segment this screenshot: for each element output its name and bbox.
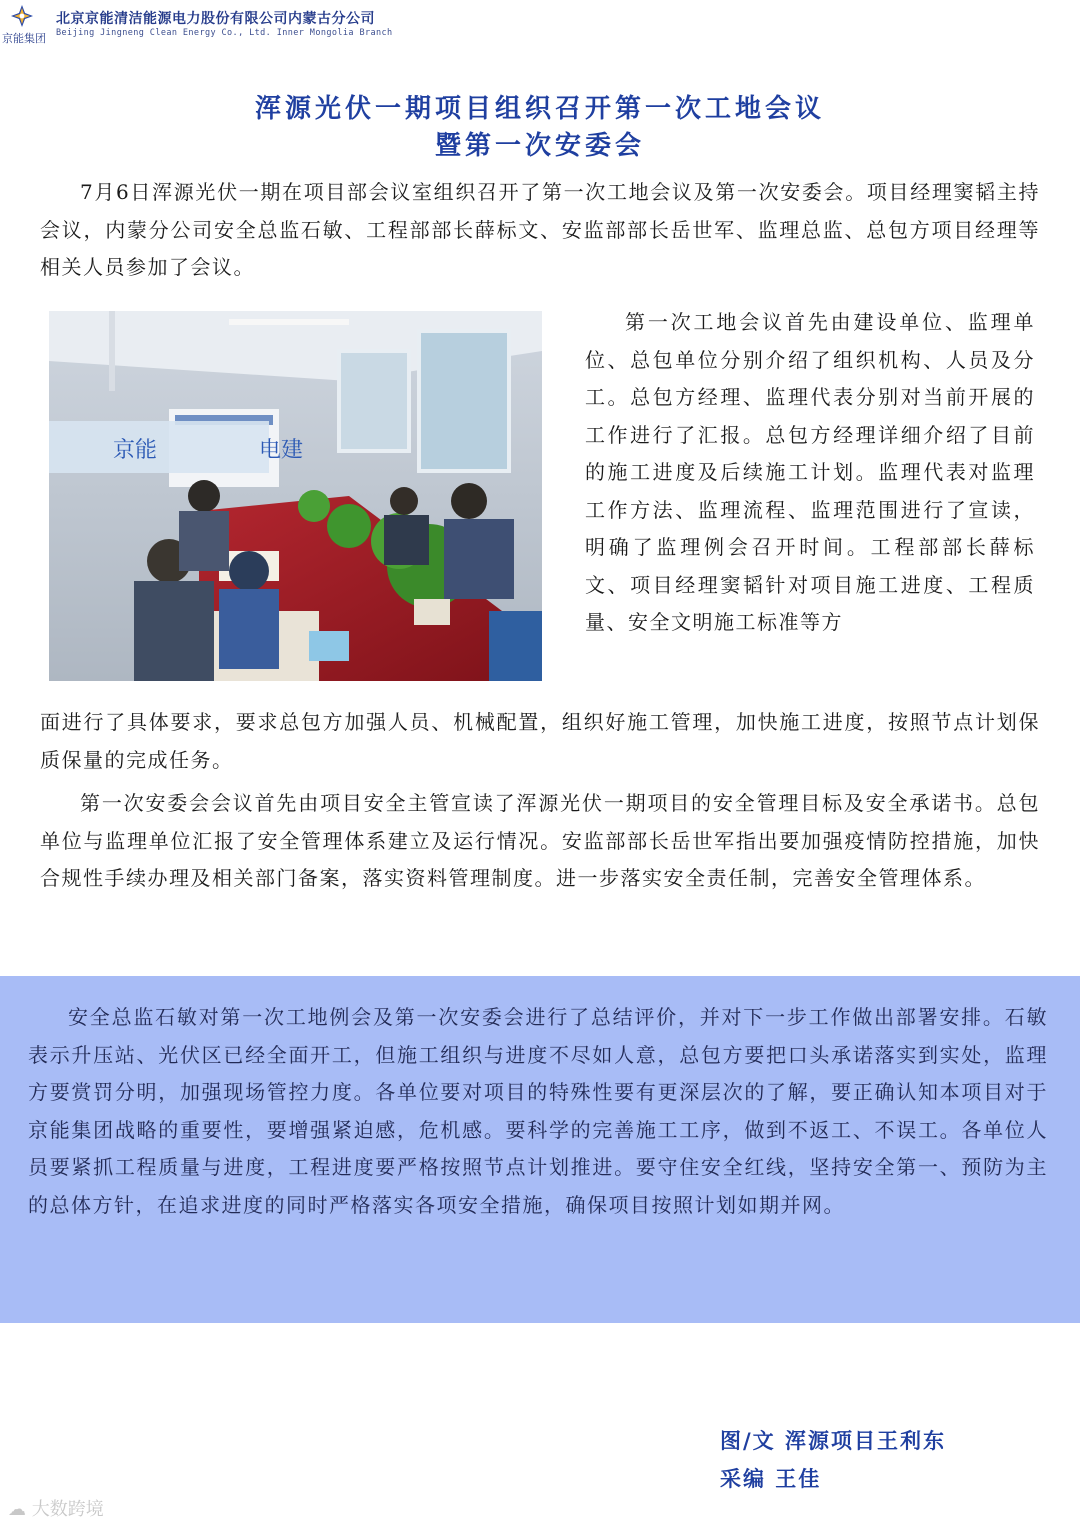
- logo-text: 京能集团: [2, 32, 46, 45]
- page-header: [0, 0, 1080, 50]
- paragraph-safety-meeting: 第一次安委会会议首先由项目安全主管宣读了浑源光伏一期项目的安全管理目标及安全承诺书。总包单位与监理单位汇报了安全管理体系建立及运行情况。安监部部长岳世军指出要加强疫情防控措施，加快合规性手续办理及相关部门备案，落实资料管理制度。进一步落实安全责任制，完善安全管理体系。: [40, 791, 1040, 890]
- paragraph-site-meeting: 第一次工地会议首先由建设单位、监理单位、总包单位分别介绍了组织机构、人员及分工。总包方经理、监理代表分别对当前开展的工作进行了汇报。总包方经理详细介绍了目前的施工进度及后续施工计划。监理代表对监理工作方法、监理流程、监理范围进行了宣读，明确了监理例会召开时间。工程部部长薛标文、项目经理窦韬针对项目施工进度、工程质量、安全文明施工标准等方: [585, 310, 1035, 634]
- credit-author: 图/文 浑源项目王利东: [720, 1428, 946, 1453]
- watermark-logo-icon: ☁: [8, 1499, 32, 1520]
- paragraph-site-meeting-cont: 面进行了具体要求，要求总包方加强人员、机械配置，组织好施工管理，加快施工进度，按照节点计划保质保量的完成任务。: [40, 710, 1040, 772]
- company-name-cn: 北京京能清洁能源电力股份有限公司内蒙古分公司: [56, 11, 375, 27]
- article-title-line1: 浑源光伏一期项目组织召开第一次工地会议: [254, 94, 825, 124]
- paragraph-intro: 7月6日浑源光伏一期在项目部会议室组织召开了第一次工地会议及第一次安委会。项目经理窦韬主持会议，内蒙分公司安全总监石敏、工程部部长薛标文、安监部部长岳世军、监理总监、总包方项目经理等相关人员参加了会议。: [40, 180, 1040, 279]
- meeting-room-illustration: [49, 311, 542, 681]
- banner-right-text: 电建: [259, 437, 304, 462]
- credit-editor: 采编 王佳: [720, 1466, 822, 1491]
- banner-left-text: 京能: [113, 437, 158, 462]
- jingneng-logo-icon: [10, 4, 34, 28]
- watermark-text: 大数跨境: [31, 1499, 104, 1520]
- article-title-line2: 暨第一次安委会: [434, 131, 645, 161]
- paragraph-summary: 安全总监石敏对第一次工地例会及第一次安委会进行了总结评价，并对下一步工作做出部署安排。石敏表示升压站、光伏区已经全面开工，但施工组织与进度不尽如人意，总包方要把口头承诺落实到实处，监理方要赏罚分明，加强现场管控力度。各单位要对项目的特殊性要有更深层次的了解，要正确认知本项目对于京能集团战略的重要性，要增强紧迫感，危机感。要科学的完善施工工序，做到不返工、不误工。各单位人员要紧抓工程质量与进度，工程进度要严格按照节点计划推进。要守住安全红线，坚持安全第一、预防为主的总体方针，在追求进度的同时严格落实各项安全措施，确保项目按照计划如期并网。: [28, 1005, 1048, 1217]
- meeting-photo: [49, 311, 542, 681]
- watermark: [8, 1495, 104, 1521]
- company-name-en: Beijing Jingneng Clean Energy Co., Ltd. Inner Mongolia Branch: [56, 28, 393, 38]
